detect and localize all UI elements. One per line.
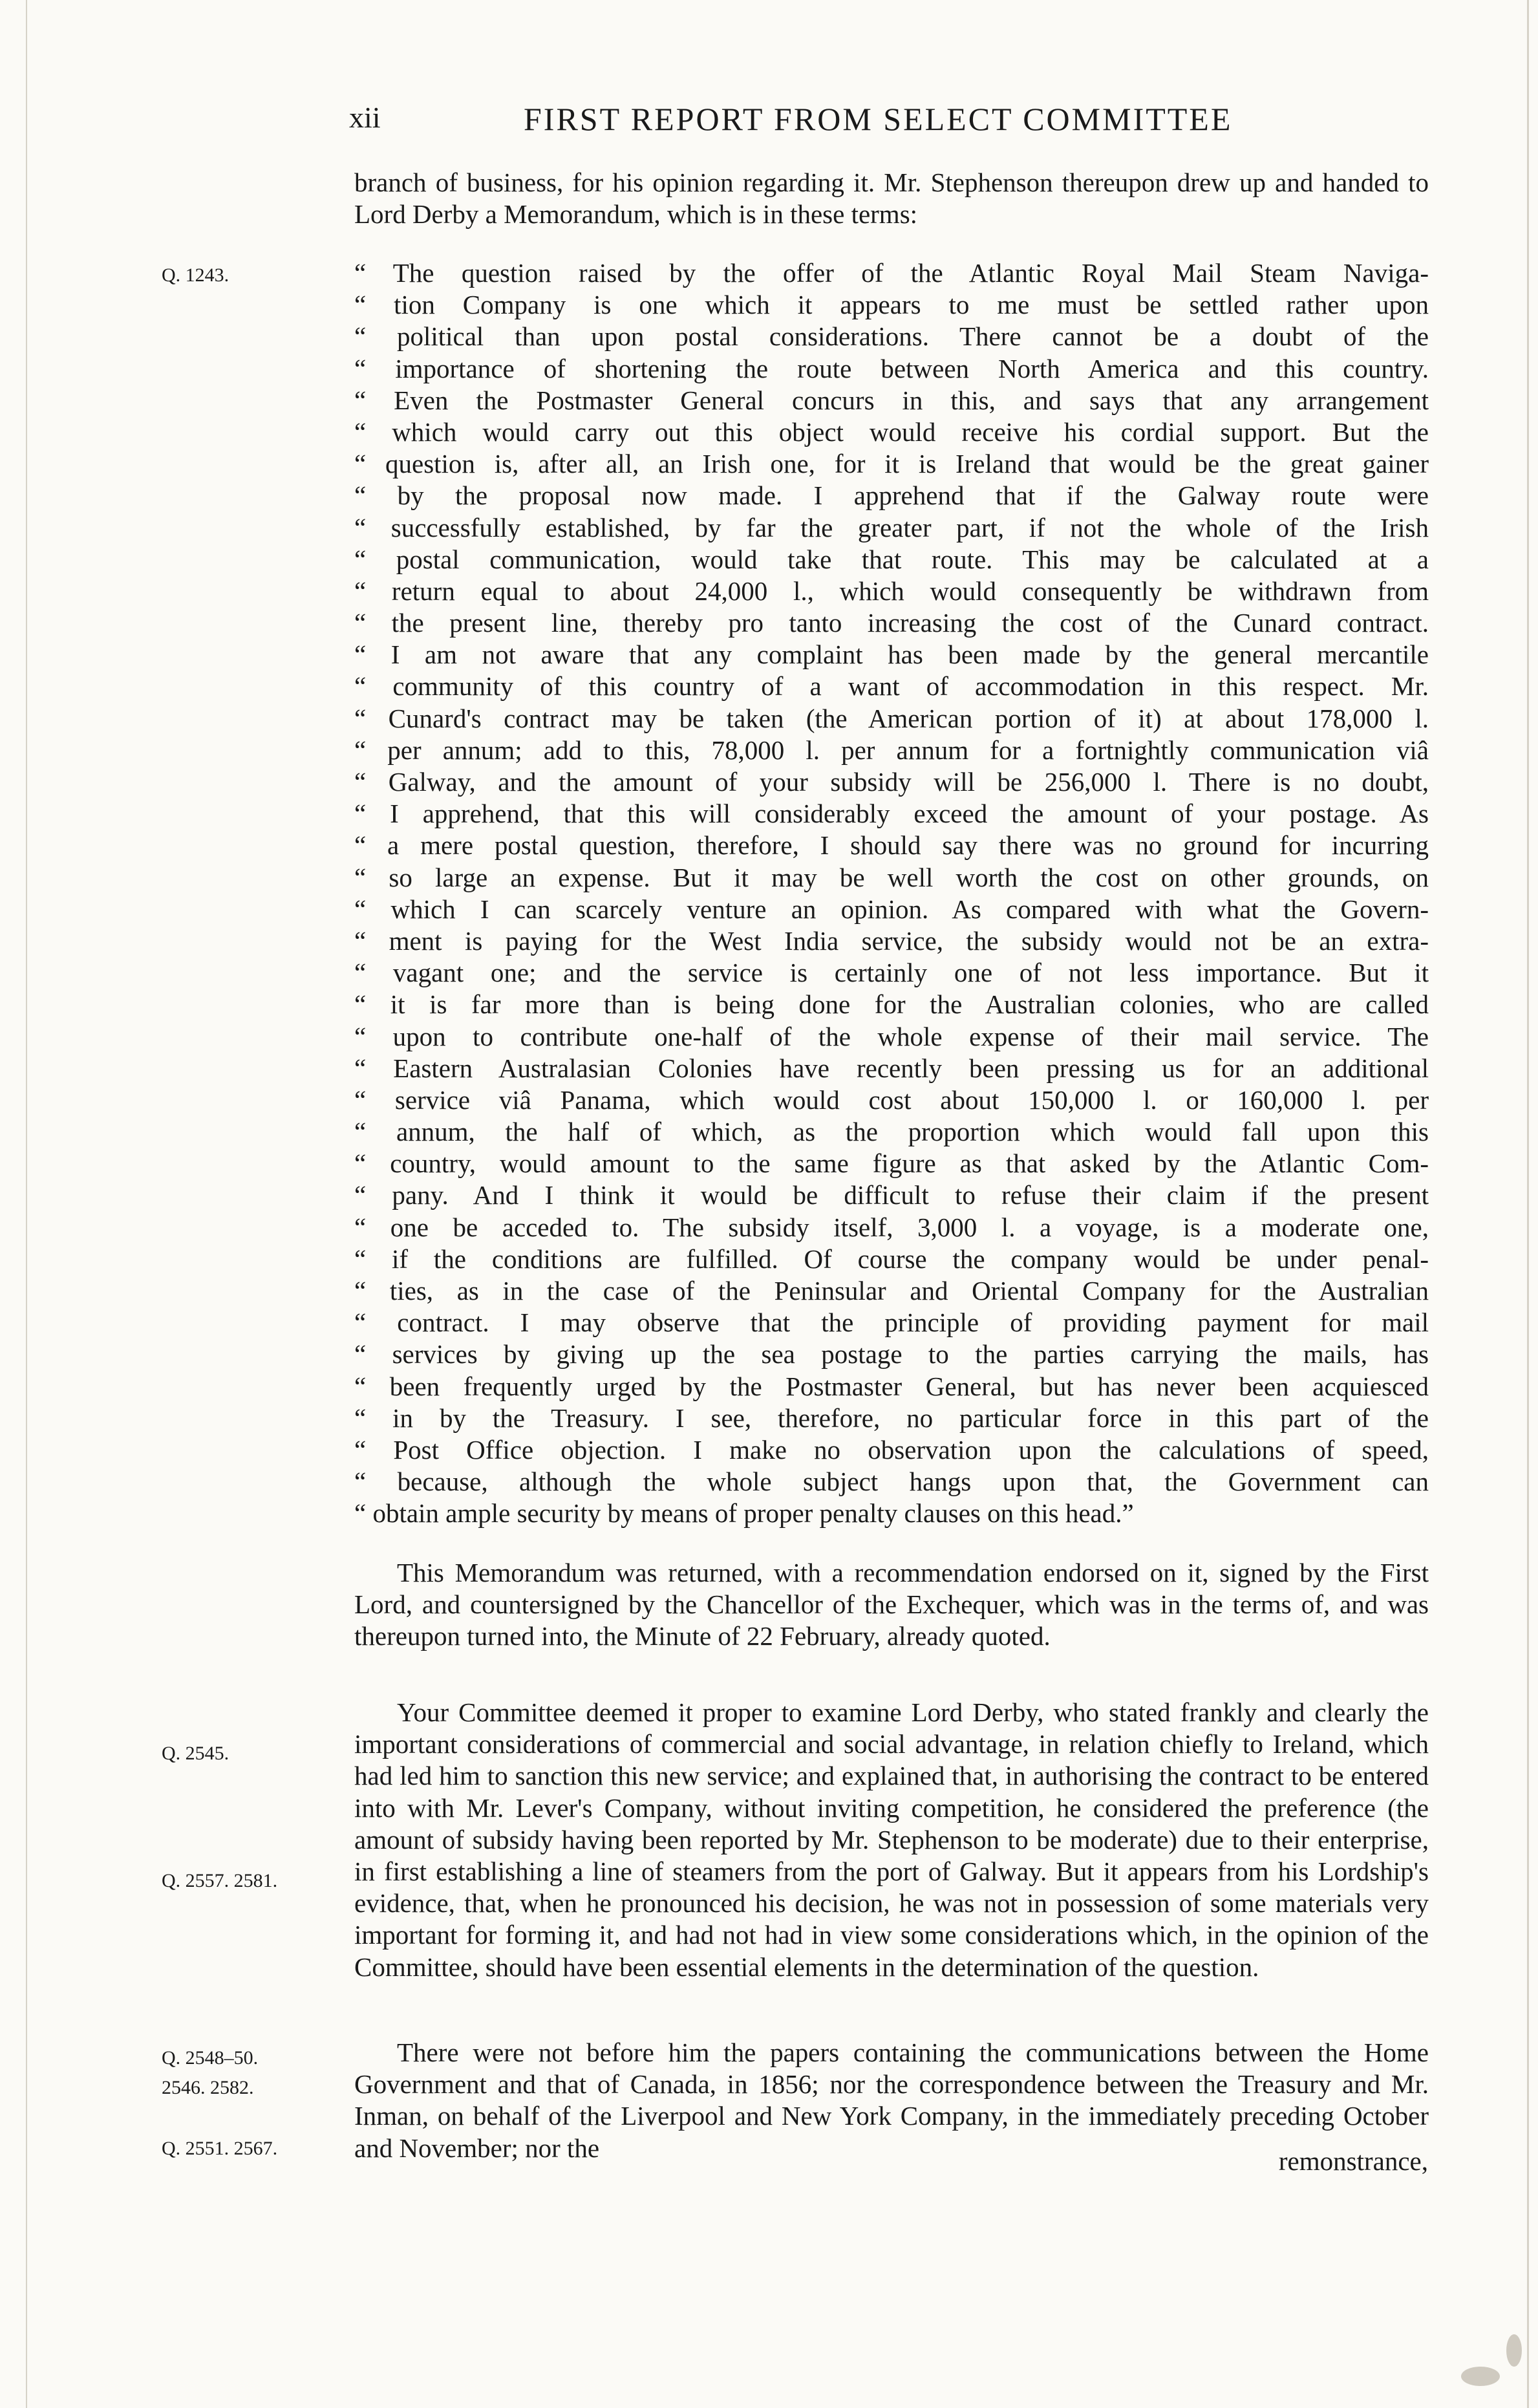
paragraph <box>354 2037 1429 2164</box>
memo-line: “ return equal to about 24,000 l., which would consequently be withdrawn from <box>354 575 1429 606</box>
page-edge <box>1527 0 1529 2408</box>
memo-line: “ which I can scarcely venture an opinion. As compared with what the Govern- <box>354 894 1429 924</box>
memo-line: “ if the conditions are fulfilled. Of course the company would be under penal- <box>354 1243 1429 1274</box>
memo-line: “ successfully established, by far the greater part, if not the whole of the Irish <box>354 512 1429 543</box>
margin-reference: Q. 2548–50. <box>162 2047 259 2069</box>
memo-line: “ tion Company is one which it appears to me must be settled rather upon <box>354 290 1429 320</box>
memo-line: “ which would carry out this object would receive his cordial support. But the <box>354 416 1429 447</box>
memo-line: “ in by the Treasury. I see, therefore, no particular force in this part of the <box>354 1403 1429 1433</box>
paragraph <box>354 1557 1429 1653</box>
memo-line: “ a mere postal question, therefore, I should say there was no ground for incurring <box>354 830 1429 861</box>
page-header <box>349 100 1254 145</box>
paragraph-text: branch of business, for his opinion regarding it. Mr. Stephenson thereupon drew up and handed to Lord Derby a Memorandum, which is in these terms: <box>354 167 1429 230</box>
memo-line: “ contract. I may observe that the principle of providing payment for mail <box>354 1307 1429 1338</box>
memo-line: “ because, although the whole subject hangs upon that, the Government can <box>354 1467 1429 1497</box>
memo-line: “ vagant one; and the service is certainly one of not less importance. But it <box>354 958 1429 988</box>
running-title: FIRST REPORT FROM SELECT COMMITTEE <box>524 101 1233 137</box>
paragraph-text: This Memorandum was returned, with a recommendation endorsed on it, signed by the First Lord, and countersigned by the Chancellor of the Exchequer, which was in the terms of, and was thereupon turned into, the Minute of 22 February, already quoted. <box>354 1558 1429 1651</box>
memo-line: “ Cunard's contract may be taken (the American portion of it) at about 178,000 l. <box>354 703 1429 733</box>
memo-line: “ ties, as in the case of the Peninsular and Oriental Company for the Australian <box>354 1276 1429 1306</box>
memo-line: “ one be acceded to. The subsidy itself, 3,000 l. a voyage, is a moderate one, <box>354 1212 1429 1242</box>
print-blemish <box>1461 2367 1500 2386</box>
margin-reference: 2546. 2582. <box>162 2077 254 2098</box>
margin-reference: Q. 1243. <box>162 264 230 286</box>
memo-line: “ the present line, thereby pro tanto increasing the cost of the Cunard contract. <box>354 608 1429 638</box>
memo-line: “ Galway, and the amount of your subsidy will be 256,000 l. There is no doubt, <box>354 767 1429 797</box>
margin-reference: Q. 2551. 2567. <box>162 2138 278 2159</box>
memo-line: “ ment is paying for the West India service, the subsidy would not be an extra- <box>354 925 1429 956</box>
memo-line: “ postal communication, would take that route. This may be calculated at a <box>354 544 1429 574</box>
memo-line: “ importance of shortening the route between North America and this country. <box>354 353 1429 383</box>
memo-line: “ community of this country of a want of accommodation in this respect. Mr. <box>354 671 1429 702</box>
memo-line: “ political than upon postal considerations. There cannot be a doubt of the <box>354 321 1429 352</box>
memo-line: “ obtain ample security by means of proper penalty clauses on this head.” <box>354 1498 1134 1529</box>
memo-line: “ by the proposal now made. I apprehend that if the Galway route were <box>354 480 1429 511</box>
memorandum-quote <box>354 257 1429 1530</box>
memo-line: “ country, would amount to the same figure as that asked by the Atlantic Com- <box>354 1148 1429 1179</box>
memo-line: “ pany. And I think it would be difficult to refuse their claim if the present <box>354 1180 1429 1210</box>
margin-reference: Q. 2545. <box>162 1743 230 1764</box>
memo-line: “ upon to contribute one-half of the whole expense of their mail service. The <box>354 1021 1429 1051</box>
page-number: xii <box>349 101 381 134</box>
memo-line: “ Post Office objection. I make no observation upon the calculations of speed, <box>354 1434 1429 1465</box>
page-edge-left <box>26 0 27 2408</box>
memo-line: “ been frequently urged by the Postmaster General, but has never been acquiesced <box>354 1371 1429 1401</box>
memo-line: “ service viâ Panama, which would cost about 150,000 l. or 160,000 l. per <box>354 1084 1429 1115</box>
paragraph <box>354 1697 1429 1983</box>
margin-reference: Q. 2557. 2581. <box>162 1870 278 1891</box>
paragraph-text: There were not before him the papers containing the communications between the Home Government and that of Canada, in 1856; nor the correspondence between the Treasury and Mr. Inman, on behalf of the Liverpool and New York Company, in the immediately preceding October and November; nor the <box>354 2037 1429 2163</box>
memo-line: “ services by giving up the sea postage to the parties carrying the mails, has <box>354 1339 1429 1370</box>
memo-line: “ I am not aware that any complaint has been made by the general mercantile <box>354 640 1429 670</box>
memo-line: “ per annum; add to this, 78,000 l. per annum for a fortnightly communication viâ <box>354 735 1429 765</box>
memo-line: “ I apprehend, that this will considerably exceed the amount of your postage. As <box>354 799 1429 829</box>
memo-line: “ annum, the half of which, as the proportion which would fall upon this <box>354 1117 1429 1147</box>
memo-line: “ it is far more than is being done for the Australian colonies, who are called <box>354 989 1429 1020</box>
memo-line: “ Even the Postmaster General concurs in this, and says that any arrangement <box>354 385 1429 415</box>
print-blemish <box>1506 2334 1522 2367</box>
memo-line: “ so large an expense. But it may be well worth the cost on other grounds, on <box>354 862 1429 892</box>
memo-line: “ The question raised by the offer of the Atlantic Royal Mail Steam Naviga- <box>354 258 1429 288</box>
memo-line: “ Eastern Australasian Colonies have recently been pressing us for an additional <box>354 1053 1429 1083</box>
catchword: remonstrance, <box>1278 2146 1428 2176</box>
paragraph-text: Your Committee deemed it proper to examine Lord Derby, who stated frankly and clearly the important considerations of commercial and social advantage, in relation chiefly to Ireland, which had led him to sanction this new service; and explained that, in authorising the contract to be entered into with Mr. Lever's Company, without inviting competition, he considered the preference (the amount of subsidy having been reported by Mr. Stephenson to be moderate) due to their enterprise, in first establishing a line of steamers from the port of Galway. But it appears from his Lordship's evidence, that, when he pronounced his decision, he was not in possession of some materials very important for forming it, and had not had in view some considerations which, in the opinion of the Committee, should have been essential elements in the determination of the question. <box>354 1697 1429 1982</box>
memo-line: “ question is, after all, an Irish one, for it is Ireland that would be the great gainer <box>354 449 1429 479</box>
continuation-paragraph <box>354 167 1429 230</box>
